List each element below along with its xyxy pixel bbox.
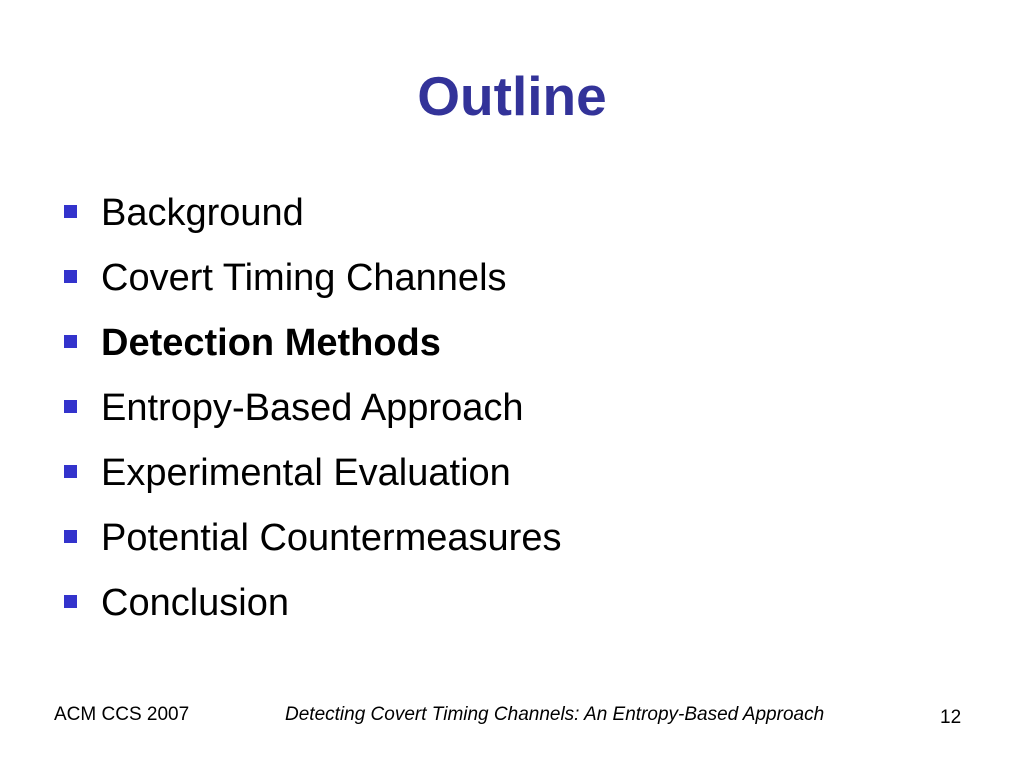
bullet-list	[64, 181, 561, 636]
bullet-text: Experimental Evaluation	[101, 452, 511, 494]
bullet-item-conclusion	[64, 571, 561, 636]
square-bullet-icon	[64, 270, 77, 283]
bullet-text-current-section: Detection Methods	[101, 322, 441, 364]
square-bullet-icon	[64, 595, 77, 608]
footer-conference: ACM CCS 2007	[54, 704, 190, 725]
bullet-item-background	[64, 181, 561, 246]
bullet-item-covert-timing-channels	[64, 246, 561, 311]
slide-title: Outline	[417, 65, 607, 127]
bullet-text: Covert Timing Channels	[101, 257, 507, 299]
bullet-text: Background	[101, 192, 304, 234]
bullet-item-experimental-evaluation	[64, 441, 561, 506]
square-bullet-icon	[64, 530, 77, 543]
bullet-text: Conclusion	[101, 582, 289, 624]
footer-page-number: 12	[940, 707, 962, 728]
square-bullet-icon	[64, 400, 77, 413]
footer-presentation-title: Detecting Covert Timing Channels: An Entropy-Based Approach	[285, 704, 825, 725]
bullet-item-potential-countermeasures	[64, 506, 561, 571]
bullet-text: Potential Countermeasures	[101, 517, 562, 559]
bullet-item-detection-methods	[64, 311, 561, 376]
square-bullet-icon	[64, 335, 77, 348]
square-bullet-icon	[64, 465, 77, 478]
bullet-item-entropy-based-approach	[64, 376, 561, 441]
bullet-text: Entropy-Based Approach	[101, 387, 524, 429]
square-bullet-icon	[64, 205, 77, 218]
